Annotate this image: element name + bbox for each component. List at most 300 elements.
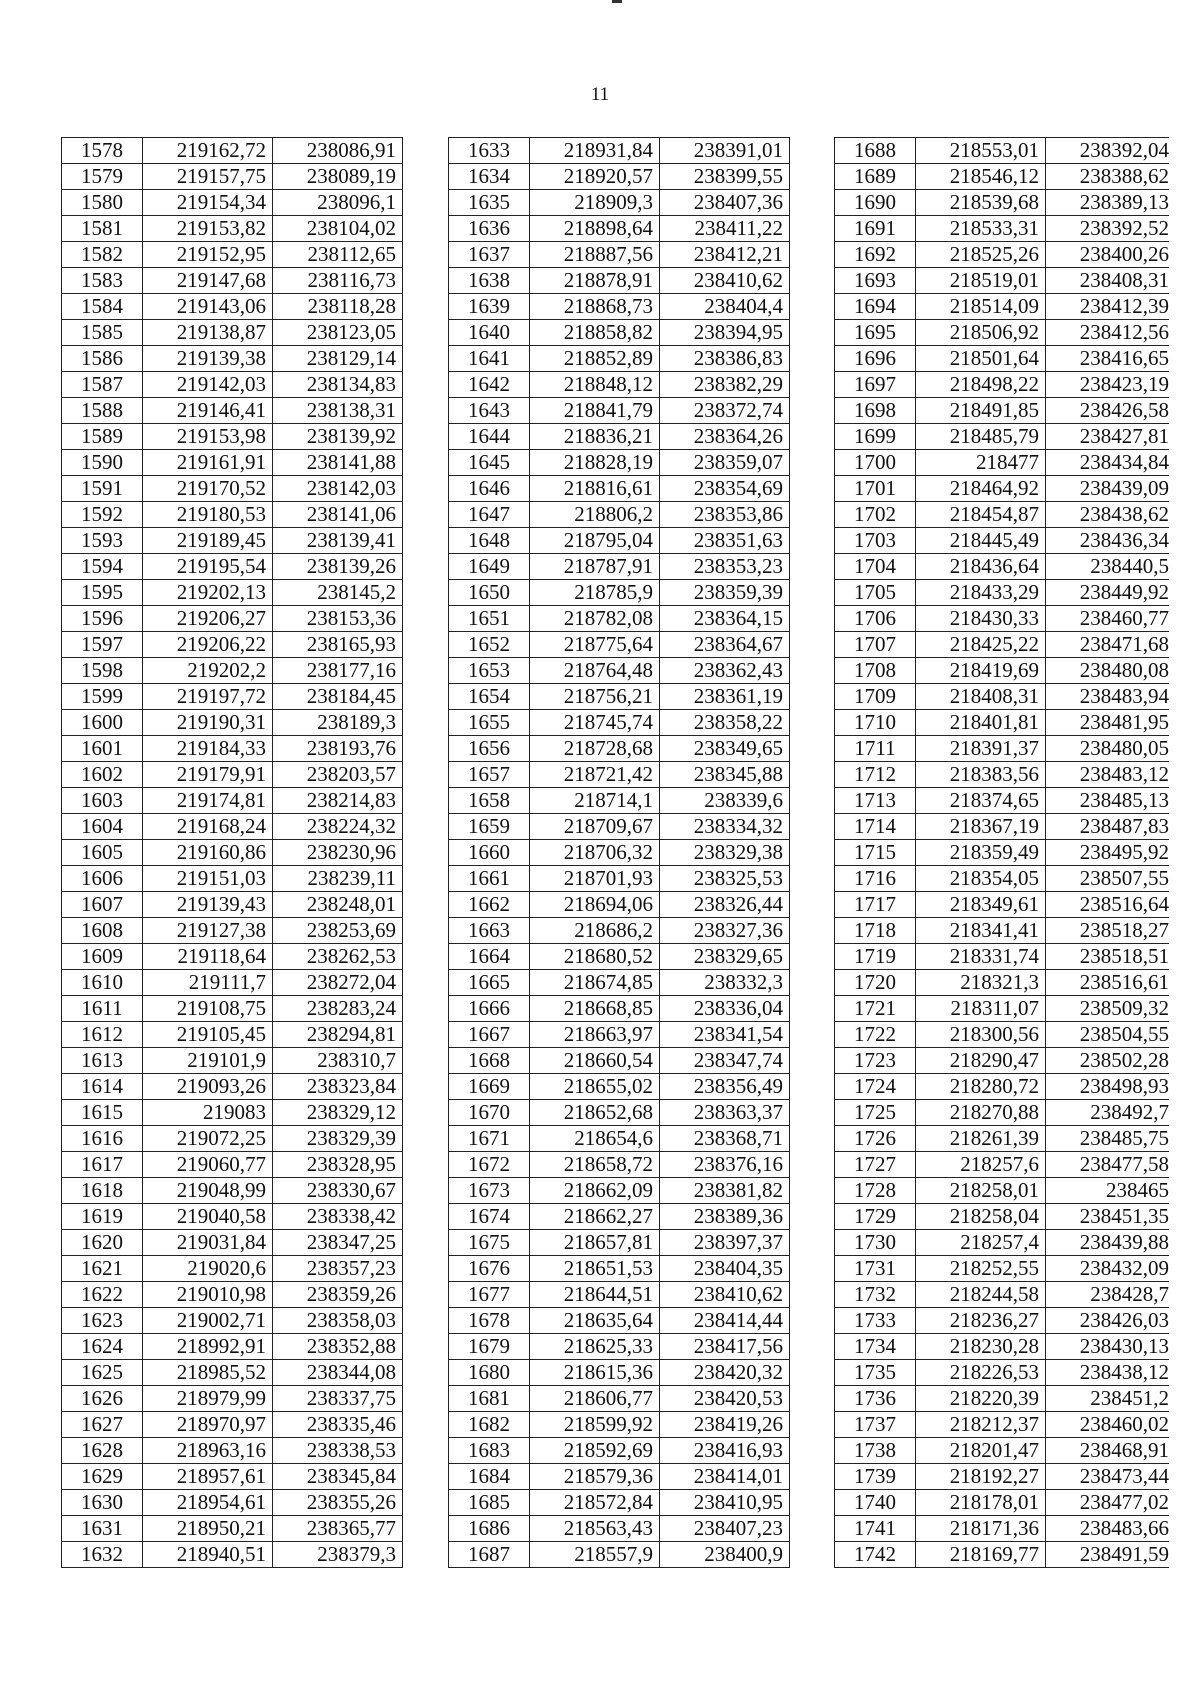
point-number-cell: 1667 [449, 1022, 530, 1048]
table-row [449, 840, 790, 866]
y-coordinate-cell: 238412,21 [660, 242, 790, 268]
x-coordinate-cell: 219020,6 [143, 1256, 273, 1282]
y-coordinate-cell: 238359,07 [660, 450, 790, 476]
table-row [835, 1100, 1170, 1126]
point-number-cell: 1741 [835, 1516, 916, 1542]
table-row [62, 1386, 403, 1412]
table-row [835, 1022, 1170, 1048]
table-row [835, 1542, 1170, 1568]
point-number-cell: 1676 [449, 1256, 530, 1282]
y-coordinate-cell: 238356,49 [660, 1074, 790, 1100]
y-coordinate-cell: 238339,6 [660, 788, 790, 814]
x-coordinate-cell: 218454,87 [916, 502, 1046, 528]
y-coordinate-cell: 238399,55 [660, 164, 790, 190]
table-row [835, 970, 1170, 996]
table-row [449, 710, 790, 736]
x-coordinate-cell: 218970,97 [143, 1412, 273, 1438]
table-row [62, 1230, 403, 1256]
point-number-cell: 1677 [449, 1282, 530, 1308]
point-number-cell: 1696 [835, 346, 916, 372]
y-coordinate-cell: 238509,32 [1046, 996, 1170, 1022]
table-row [62, 866, 403, 892]
point-number-cell: 1606 [62, 866, 143, 892]
table-row [62, 1100, 403, 1126]
y-coordinate-cell: 238118,28 [273, 294, 403, 320]
point-number-cell: 1675 [449, 1230, 530, 1256]
point-number-cell: 1709 [835, 684, 916, 710]
y-coordinate-cell: 238487,83 [1046, 814, 1170, 840]
x-coordinate-cell: 218367,19 [916, 814, 1046, 840]
point-number-cell: 1650 [449, 580, 530, 606]
x-coordinate-cell: 218878,91 [530, 268, 660, 294]
table-row [62, 294, 403, 320]
point-number-cell: 1605 [62, 840, 143, 866]
point-number-cell: 1642 [449, 372, 530, 398]
x-coordinate-cell: 218828,19 [530, 450, 660, 476]
y-coordinate-cell: 238516,61 [1046, 970, 1170, 996]
point-number-cell: 1728 [835, 1178, 916, 1204]
table-row [835, 554, 1170, 580]
x-coordinate-cell: 219180,53 [143, 502, 273, 528]
y-coordinate-cell: 238330,67 [273, 1178, 403, 1204]
point-number-cell: 1683 [449, 1438, 530, 1464]
x-coordinate-cell: 218408,31 [916, 684, 1046, 710]
y-coordinate-cell: 238327,36 [660, 918, 790, 944]
table-row [62, 1074, 403, 1100]
table-row [835, 606, 1170, 632]
table-row [62, 1464, 403, 1490]
y-coordinate-cell: 238485,75 [1046, 1126, 1170, 1152]
x-coordinate-cell: 218433,29 [916, 580, 1046, 606]
y-coordinate-cell: 238341,54 [660, 1022, 790, 1048]
table-row [835, 1152, 1170, 1178]
x-coordinate-cell: 218674,85 [530, 970, 660, 996]
x-coordinate-cell: 218745,74 [530, 710, 660, 736]
y-coordinate-cell: 238410,62 [660, 1282, 790, 1308]
x-coordinate-cell: 218383,56 [916, 762, 1046, 788]
table-row [835, 892, 1170, 918]
x-coordinate-cell: 219197,72 [143, 684, 273, 710]
x-coordinate-cell: 218230,28 [916, 1334, 1046, 1360]
point-number-cell: 1649 [449, 554, 530, 580]
table-row [449, 164, 790, 190]
x-coordinate-cell: 218728,68 [530, 736, 660, 762]
x-coordinate-cell: 218201,47 [916, 1438, 1046, 1464]
table-row [449, 970, 790, 996]
point-number-cell: 1736 [835, 1386, 916, 1412]
y-coordinate-cell: 238411,22 [660, 216, 790, 242]
table-row [62, 580, 403, 606]
x-coordinate-cell: 218764,48 [530, 658, 660, 684]
table-row [62, 528, 403, 554]
point-number-cell: 1597 [62, 632, 143, 658]
x-coordinate-cell: 218341,41 [916, 918, 1046, 944]
y-coordinate-cell: 238294,81 [273, 1022, 403, 1048]
table-row [62, 944, 403, 970]
point-number-cell: 1722 [835, 1022, 916, 1048]
x-coordinate-cell: 218401,81 [916, 710, 1046, 736]
y-coordinate-cell: 238329,12 [273, 1100, 403, 1126]
point-number-cell: 1648 [449, 528, 530, 554]
y-coordinate-cell: 238400,26 [1046, 242, 1170, 268]
point-number-cell: 1653 [449, 658, 530, 684]
point-number-cell: 1699 [835, 424, 916, 450]
point-number-cell: 1681 [449, 1386, 530, 1412]
point-number-cell: 1586 [62, 346, 143, 372]
y-coordinate-cell: 238272,04 [273, 970, 403, 996]
point-number-cell: 1635 [449, 190, 530, 216]
point-number-cell: 1659 [449, 814, 530, 840]
x-coordinate-cell: 218391,37 [916, 736, 1046, 762]
x-coordinate-cell: 218557,9 [530, 1542, 660, 1568]
x-coordinate-cell: 219202,2 [143, 658, 273, 684]
table-row [62, 1256, 403, 1282]
table-row [835, 216, 1170, 242]
y-coordinate-cell: 238368,71 [660, 1126, 790, 1152]
point-number-cell: 1656 [449, 736, 530, 762]
x-coordinate-cell: 218706,32 [530, 840, 660, 866]
x-coordinate-cell: 218787,91 [530, 554, 660, 580]
table-row [449, 502, 790, 528]
x-coordinate-cell: 218957,61 [143, 1464, 273, 1490]
x-coordinate-cell: 218887,56 [530, 242, 660, 268]
x-coordinate-cell: 218525,26 [916, 242, 1046, 268]
point-number-cell: 1737 [835, 1412, 916, 1438]
y-coordinate-cell: 238262,53 [273, 944, 403, 970]
x-coordinate-cell: 218491,85 [916, 398, 1046, 424]
point-number-cell: 1610 [62, 970, 143, 996]
point-number-cell: 1622 [62, 1282, 143, 1308]
y-coordinate-cell: 238353,86 [660, 502, 790, 528]
x-coordinate-cell: 219161,91 [143, 450, 273, 476]
x-coordinate-cell: 218498,22 [916, 372, 1046, 398]
x-coordinate-cell: 218836,21 [530, 424, 660, 450]
point-number-cell: 1726 [835, 1126, 916, 1152]
point-number-cell: 1608 [62, 918, 143, 944]
y-coordinate-cell: 238518,51 [1046, 944, 1170, 970]
table-row [62, 814, 403, 840]
table-row [62, 710, 403, 736]
y-coordinate-cell: 238400,9 [660, 1542, 790, 1568]
y-coordinate-cell: 238184,45 [273, 684, 403, 710]
y-coordinate-cell: 238404,4 [660, 294, 790, 320]
point-number-cell: 1680 [449, 1360, 530, 1386]
point-number-cell: 1719 [835, 944, 916, 970]
table-row [62, 1282, 403, 1308]
point-number-cell: 1585 [62, 320, 143, 346]
table-row [449, 1074, 790, 1100]
table-row [449, 1282, 790, 1308]
y-coordinate-cell: 238104,02 [273, 216, 403, 242]
x-coordinate-cell: 219154,34 [143, 190, 273, 216]
table-row [62, 554, 403, 580]
x-coordinate-cell: 219002,71 [143, 1308, 273, 1334]
y-coordinate-cell: 238353,23 [660, 554, 790, 580]
y-coordinate-cell: 238492,7 [1046, 1100, 1170, 1126]
x-coordinate-cell: 219152,95 [143, 242, 273, 268]
x-coordinate-cell: 218290,47 [916, 1048, 1046, 1074]
table-row [449, 268, 790, 294]
point-number-cell: 1615 [62, 1100, 143, 1126]
y-coordinate-cell: 238376,16 [660, 1152, 790, 1178]
y-coordinate-cell: 238345,88 [660, 762, 790, 788]
y-coordinate-cell: 238379,3 [273, 1542, 403, 1568]
y-coordinate-cell: 238449,92 [1046, 580, 1170, 606]
x-coordinate-cell: 218658,72 [530, 1152, 660, 1178]
y-coordinate-cell: 238485,13 [1046, 788, 1170, 814]
y-coordinate-cell: 238440,5 [1046, 554, 1170, 580]
x-coordinate-cell: 219118,64 [143, 944, 273, 970]
x-coordinate-cell: 219139,43 [143, 892, 273, 918]
x-coordinate-cell: 219111,7 [143, 970, 273, 996]
table-row [835, 866, 1170, 892]
table-row [449, 918, 790, 944]
point-number-cell: 1735 [835, 1360, 916, 1386]
point-number-cell: 1630 [62, 1490, 143, 1516]
point-number-cell: 1687 [449, 1542, 530, 1568]
table-row [449, 372, 790, 398]
y-coordinate-cell: 238507,55 [1046, 866, 1170, 892]
point-number-cell: 1644 [449, 424, 530, 450]
point-number-cell: 1707 [835, 632, 916, 658]
y-coordinate-cell: 238419,26 [660, 1412, 790, 1438]
x-coordinate-cell: 219189,45 [143, 528, 273, 554]
table-row [62, 1152, 403, 1178]
x-coordinate-cell: 218644,51 [530, 1282, 660, 1308]
x-coordinate-cell: 218651,53 [530, 1256, 660, 1282]
table-row [835, 1386, 1170, 1412]
table-row [835, 580, 1170, 606]
table-row [449, 580, 790, 606]
table-row [449, 736, 790, 762]
table-row [449, 866, 790, 892]
table-row [449, 1048, 790, 1074]
point-number-cell: 1618 [62, 1178, 143, 1204]
point-number-cell: 1708 [835, 658, 916, 684]
y-coordinate-cell: 238397,37 [660, 1230, 790, 1256]
y-coordinate-cell: 238344,08 [273, 1360, 403, 1386]
x-coordinate-cell: 218701,93 [530, 866, 660, 892]
table-row [62, 762, 403, 788]
y-coordinate-cell: 238334,32 [660, 814, 790, 840]
point-number-cell: 1706 [835, 606, 916, 632]
table-row [835, 1516, 1170, 1542]
y-coordinate-cell: 238477,58 [1046, 1152, 1170, 1178]
y-coordinate-cell: 238473,44 [1046, 1464, 1170, 1490]
table-row [62, 138, 403, 164]
y-coordinate-cell: 238483,94 [1046, 684, 1170, 710]
y-coordinate-cell: 238412,56 [1046, 320, 1170, 346]
x-coordinate-cell: 218485,79 [916, 424, 1046, 450]
point-number-cell: 1593 [62, 528, 143, 554]
x-coordinate-cell: 218258,04 [916, 1204, 1046, 1230]
x-coordinate-cell: 218795,04 [530, 528, 660, 554]
point-number-cell: 1671 [449, 1126, 530, 1152]
y-coordinate-cell: 238471,68 [1046, 632, 1170, 658]
y-coordinate-cell: 238427,81 [1046, 424, 1170, 450]
table-row [62, 1204, 403, 1230]
table-row [835, 1048, 1170, 1074]
point-number-cell: 1600 [62, 710, 143, 736]
y-coordinate-cell: 238338,42 [273, 1204, 403, 1230]
point-number-cell: 1739 [835, 1464, 916, 1490]
table-row [835, 424, 1170, 450]
point-number-cell: 1609 [62, 944, 143, 970]
x-coordinate-cell: 218979,99 [143, 1386, 273, 1412]
y-coordinate-cell: 238381,82 [660, 1178, 790, 1204]
table-row [835, 684, 1170, 710]
y-coordinate-cell: 238141,06 [273, 502, 403, 528]
y-coordinate-cell: 238491,59 [1046, 1542, 1170, 1568]
point-number-cell: 1620 [62, 1230, 143, 1256]
table-row [62, 1412, 403, 1438]
table-row [449, 190, 790, 216]
table-row [835, 1334, 1170, 1360]
y-coordinate-cell: 238310,7 [273, 1048, 403, 1074]
table-row [62, 1360, 403, 1386]
table-row [62, 1334, 403, 1360]
x-coordinate-cell: 218506,92 [916, 320, 1046, 346]
table-row [62, 892, 403, 918]
y-coordinate-cell: 238165,93 [273, 632, 403, 658]
point-number-cell: 1601 [62, 736, 143, 762]
x-coordinate-cell: 218657,81 [530, 1230, 660, 1256]
x-coordinate-cell: 218430,33 [916, 606, 1046, 632]
table-row [62, 450, 403, 476]
y-coordinate-cell: 238189,3 [273, 710, 403, 736]
x-coordinate-cell: 218300,56 [916, 1022, 1046, 1048]
point-number-cell: 1703 [835, 528, 916, 554]
point-number-cell: 1692 [835, 242, 916, 268]
y-coordinate-cell: 238142,03 [273, 476, 403, 502]
x-coordinate-cell: 219138,87 [143, 320, 273, 346]
point-number-cell: 1712 [835, 762, 916, 788]
x-coordinate-cell: 218354,05 [916, 866, 1046, 892]
y-coordinate-cell: 238347,25 [273, 1230, 403, 1256]
table-row [835, 138, 1170, 164]
x-coordinate-cell: 218599,92 [530, 1412, 660, 1438]
y-coordinate-cell: 238414,01 [660, 1464, 790, 1490]
point-number-cell: 1663 [449, 918, 530, 944]
y-coordinate-cell: 238451,2 [1046, 1386, 1170, 1412]
table-row [449, 216, 790, 242]
x-coordinate-cell: 219031,84 [143, 1230, 273, 1256]
point-number-cell: 1674 [449, 1204, 530, 1230]
point-number-cell: 1668 [449, 1048, 530, 1074]
x-coordinate-cell: 218686,2 [530, 918, 660, 944]
point-number-cell: 1729 [835, 1204, 916, 1230]
x-coordinate-cell: 219146,41 [143, 398, 273, 424]
point-number-cell: 1643 [449, 398, 530, 424]
table-row [835, 242, 1170, 268]
y-coordinate-cell: 238363,37 [660, 1100, 790, 1126]
table-row [449, 1308, 790, 1334]
point-number-cell: 1655 [449, 710, 530, 736]
y-coordinate-cell: 238239,11 [273, 866, 403, 892]
table-row [835, 710, 1170, 736]
y-coordinate-cell: 238332,3 [660, 970, 790, 996]
x-coordinate-cell: 219101,9 [143, 1048, 273, 1074]
y-coordinate-cell: 238495,92 [1046, 840, 1170, 866]
y-coordinate-cell: 238193,76 [273, 736, 403, 762]
point-number-cell: 1700 [835, 450, 916, 476]
y-coordinate-cell: 238361,19 [660, 684, 790, 710]
point-number-cell: 1579 [62, 164, 143, 190]
point-number-cell: 1614 [62, 1074, 143, 1100]
y-coordinate-cell: 238394,95 [660, 320, 790, 346]
point-number-cell: 1720 [835, 970, 916, 996]
table-row [449, 944, 790, 970]
point-number-cell: 1578 [62, 138, 143, 164]
y-coordinate-cell: 238460,02 [1046, 1412, 1170, 1438]
x-coordinate-cell: 218931,84 [530, 138, 660, 164]
point-number-cell: 1691 [835, 216, 916, 242]
point-number-cell: 1651 [449, 606, 530, 632]
x-coordinate-cell: 219174,81 [143, 788, 273, 814]
y-coordinate-cell: 238483,12 [1046, 762, 1170, 788]
x-coordinate-cell: 218963,16 [143, 1438, 273, 1464]
table-row [449, 1542, 790, 1568]
point-number-cell: 1633 [449, 138, 530, 164]
table-row [835, 762, 1170, 788]
point-number-cell: 1604 [62, 814, 143, 840]
point-number-cell: 1725 [835, 1100, 916, 1126]
point-number-cell: 1611 [62, 996, 143, 1022]
x-coordinate-cell: 218192,27 [916, 1464, 1046, 1490]
point-number-cell: 1588 [62, 398, 143, 424]
table-row [835, 398, 1170, 424]
table-row [835, 944, 1170, 970]
y-coordinate-cell: 238436,34 [1046, 528, 1170, 554]
y-coordinate-cell: 238420,53 [660, 1386, 790, 1412]
table-row [835, 632, 1170, 658]
point-number-cell: 1733 [835, 1308, 916, 1334]
x-coordinate-cell: 218171,36 [916, 1516, 1046, 1542]
x-coordinate-cell: 218709,67 [530, 814, 660, 840]
y-coordinate-cell: 238504,55 [1046, 1022, 1170, 1048]
table-row [835, 840, 1170, 866]
y-coordinate-cell: 238351,63 [660, 528, 790, 554]
x-coordinate-cell: 219083 [143, 1100, 273, 1126]
point-number-cell: 1598 [62, 658, 143, 684]
table-row [835, 450, 1170, 476]
point-number-cell: 1624 [62, 1334, 143, 1360]
point-number-cell: 1583 [62, 268, 143, 294]
x-coordinate-cell: 219162,72 [143, 138, 273, 164]
y-coordinate-cell: 238468,91 [1046, 1438, 1170, 1464]
y-coordinate-cell: 238134,83 [273, 372, 403, 398]
point-number-cell: 1731 [835, 1256, 916, 1282]
y-coordinate-cell: 238382,29 [660, 372, 790, 398]
table-row [835, 502, 1170, 528]
y-coordinate-cell: 238336,04 [660, 996, 790, 1022]
coordinate-table-3 [834, 137, 1169, 1568]
x-coordinate-cell: 218663,97 [530, 1022, 660, 1048]
table-row [449, 294, 790, 320]
y-coordinate-cell: 238349,65 [660, 736, 790, 762]
x-coordinate-cell: 219190,31 [143, 710, 273, 736]
x-coordinate-cell: 218992,91 [143, 1334, 273, 1360]
table-row [449, 762, 790, 788]
point-number-cell: 1713 [835, 788, 916, 814]
table-row [62, 476, 403, 502]
table-row [449, 1178, 790, 1204]
point-number-cell: 1689 [835, 164, 916, 190]
point-number-cell: 1662 [449, 892, 530, 918]
y-coordinate-cell: 238364,26 [660, 424, 790, 450]
point-number-cell: 1584 [62, 294, 143, 320]
table-row [835, 294, 1170, 320]
